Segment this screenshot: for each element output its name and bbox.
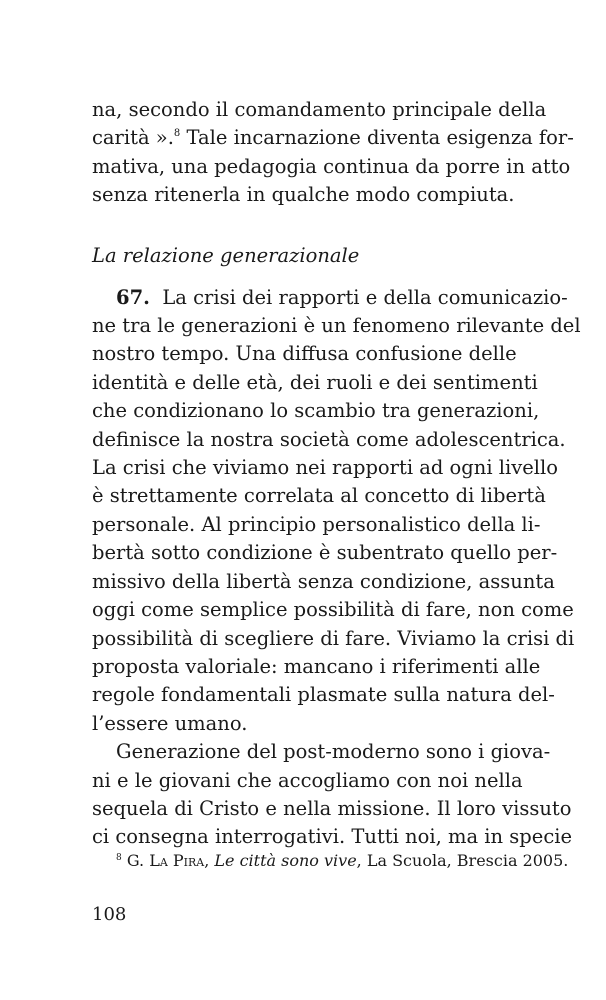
text-line: identità e delle età, dei ruoli e dei sentimenti bbox=[92, 370, 538, 394]
section-heading: La relazione generazionale bbox=[92, 243, 360, 267]
footnote-author-surname: La Pira bbox=[149, 851, 205, 870]
text-line: definisce la nostra società come adolescentrica. bbox=[92, 427, 566, 451]
text-line bbox=[92, 124, 574, 152]
page-number: 108 bbox=[92, 904, 127, 925]
text-line: sequela di Cristo e nella missione. Il loro vissuto bbox=[92, 796, 572, 820]
text-line: Generazione del post-moderno sono i giova- bbox=[116, 740, 551, 764]
text-line: l’essere umano. bbox=[92, 711, 248, 735]
footnote-author-initial: G. bbox=[126, 851, 145, 870]
text-line: bertà sotto condizione è subentrato quello per- bbox=[92, 541, 558, 565]
text-line: senza ritenerla in qualche modo compiuta. bbox=[92, 183, 515, 207]
footnote-marker: 8 bbox=[116, 853, 122, 863]
footnote-publisher: , La Scuola, Brescia 2005. bbox=[356, 851, 569, 870]
footnote: $^8$ G. La Pira, Le città sono vive, La Scuola, Brescia 2005. bbox=[116, 851, 569, 870]
paragraph-next bbox=[92, 738, 573, 852]
text-line: regole fondamentali plasmate sulla natura del- bbox=[92, 683, 555, 707]
text-fragment: La crisi dei rapporti e della comunicazio- bbox=[162, 285, 568, 309]
page-body bbox=[92, 96, 581, 852]
text-line: possibilità di scegliere di fare. Viviamo la crisi di bbox=[92, 626, 575, 650]
text-line: oggi come semplice possibilità di fare, non come bbox=[92, 598, 574, 622]
text-line: na, secondo il comandamento principale della bbox=[92, 98, 547, 121]
text-fragment: carità ». bbox=[92, 126, 174, 150]
footnote-title: Le città sono vive bbox=[214, 851, 357, 870]
text-fragment: Tale incarnazione diventa esigenza for- bbox=[186, 126, 574, 150]
footnote-reference: 8 bbox=[173, 128, 181, 140]
text-line: è strettamente correlata al concetto di libertà bbox=[92, 484, 546, 508]
intro-paragraph bbox=[92, 96, 574, 210]
paragraph-number: 67. bbox=[116, 285, 150, 309]
paragraph-67 bbox=[92, 284, 581, 739]
text-line: missivo della libertà senza condizione, assunta bbox=[92, 569, 555, 593]
text-line bbox=[92, 284, 568, 312]
text-line: proposta valoriale: mancano i riferimenti alle bbox=[92, 654, 541, 678]
text-line: ci consegna interrogativi. Tutti noi, ma in specie bbox=[92, 825, 573, 849]
text-line: personale. Al principio personalistico della li- bbox=[92, 512, 541, 536]
text-line: La crisi che viviamo nei rapporti ad ogni livello bbox=[92, 456, 559, 480]
text-line: mativa, una pedagogia continua da porre in atto bbox=[92, 154, 571, 178]
text-line: ne tra le generazioni è un fenomeno rilevante del bbox=[92, 314, 581, 338]
text-line: che condizionano lo scambio tra generazioni, bbox=[92, 399, 540, 423]
text-line: ni e le giovani che accogliamo con noi nella bbox=[92, 768, 523, 792]
text-line: nostro tempo. Una diffusa confusione delle bbox=[92, 342, 517, 366]
